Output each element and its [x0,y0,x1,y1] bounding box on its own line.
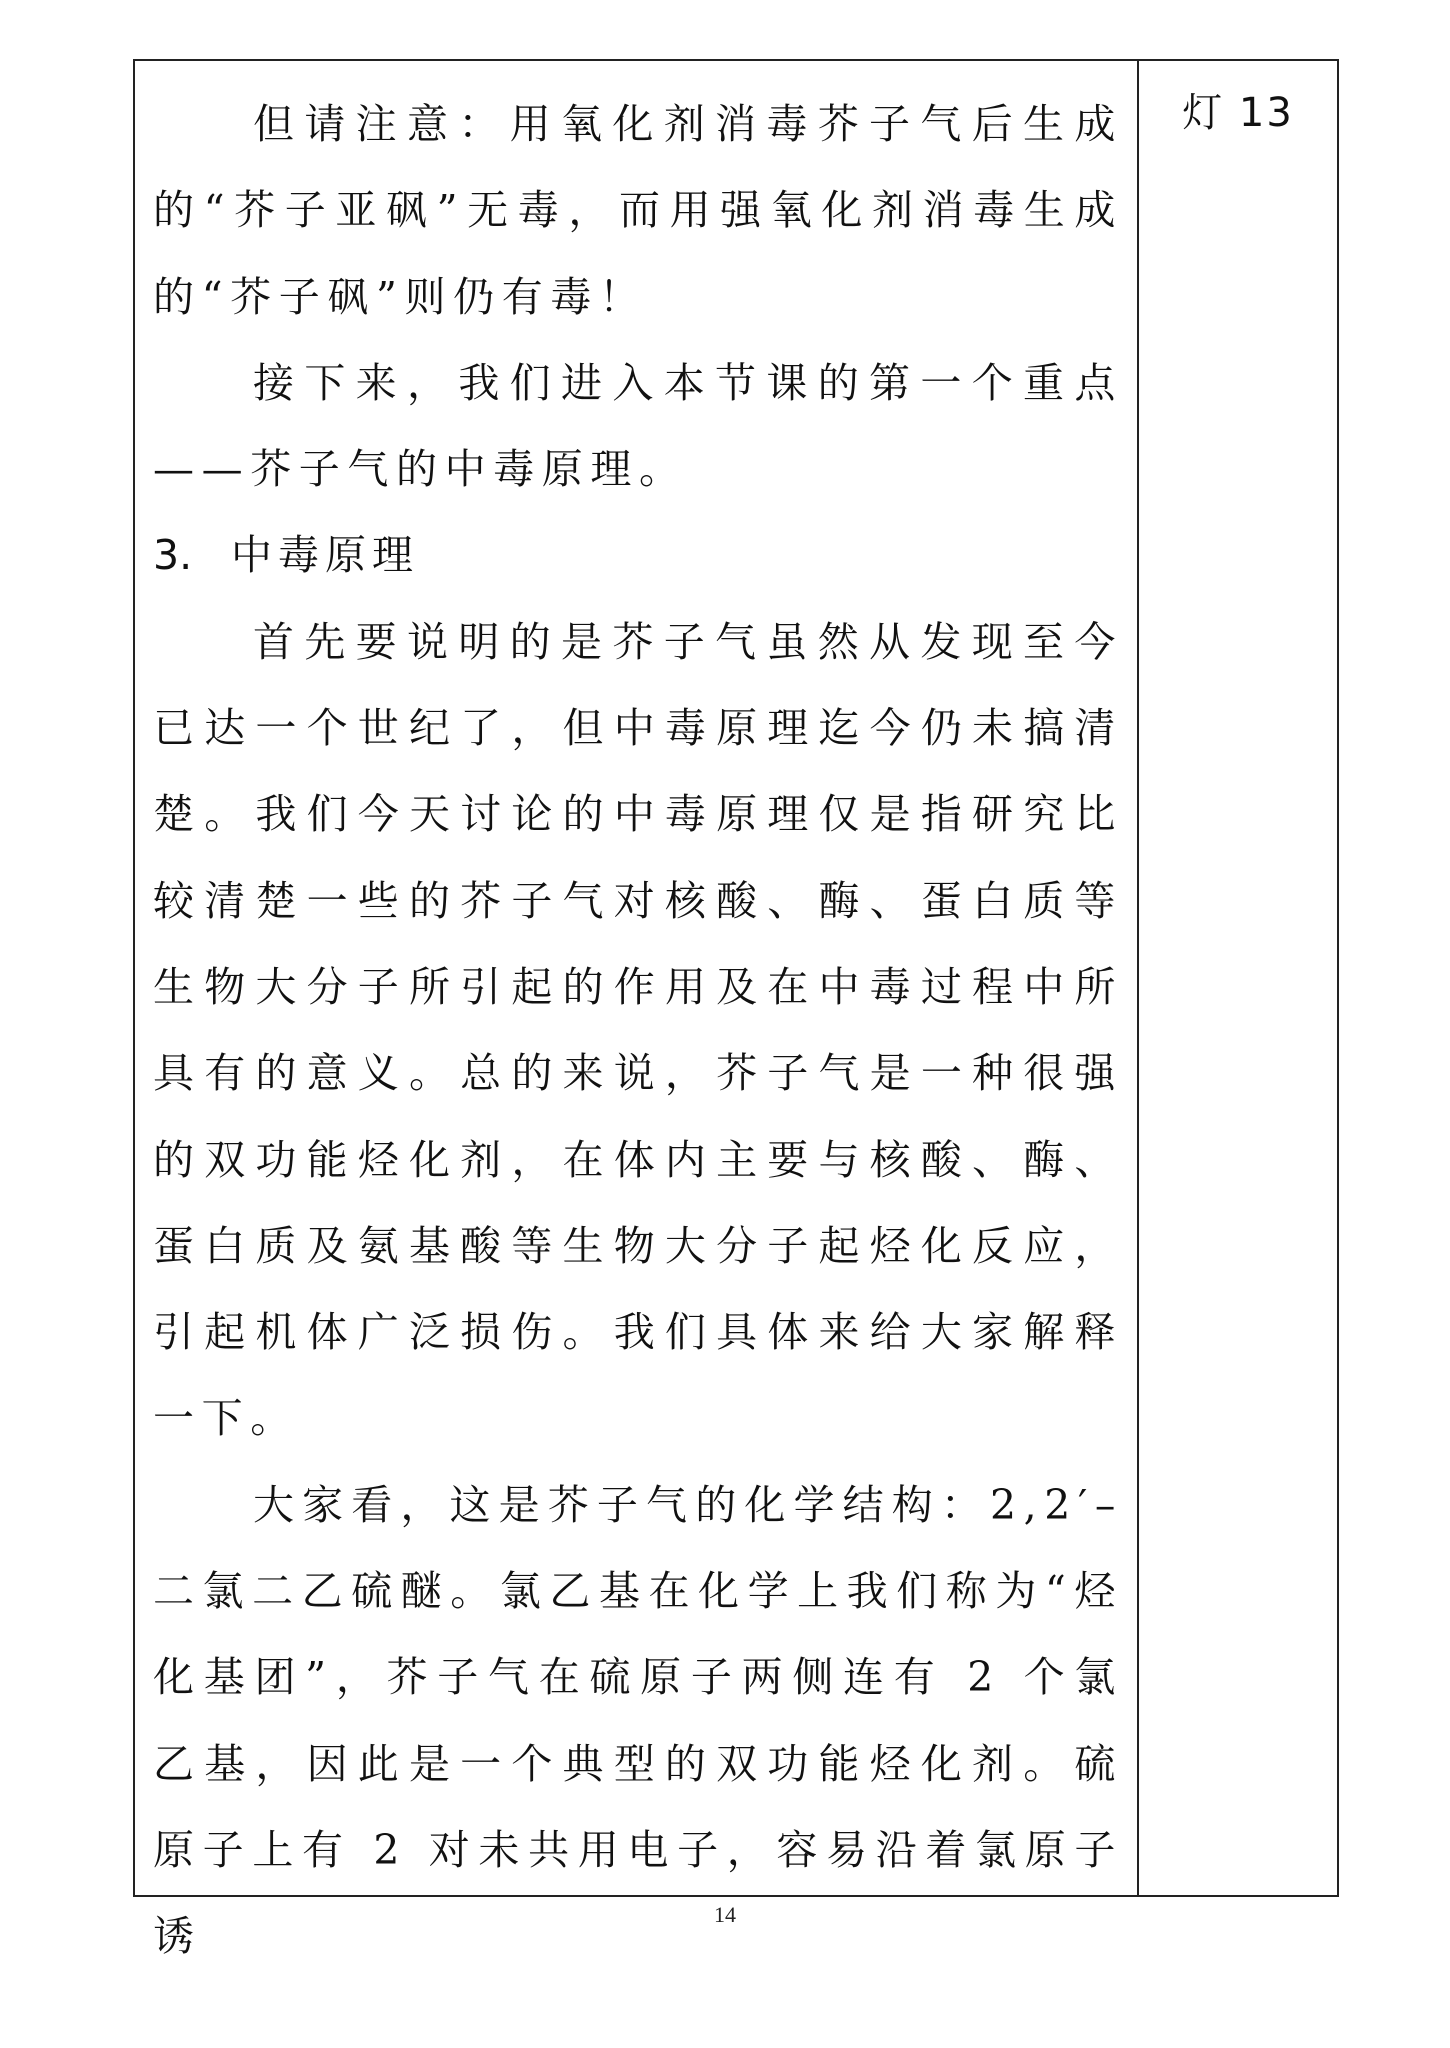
section-title: 中毒原理 [231,531,419,580]
paragraph-transition: 接下来，我们进入本节课的第一个重点——芥子气的中毒原理。 [153,358,1123,494]
paragraph-chemical-structure: 大家看，这是芥子气的化学结构：2,2′–二氯二乙硫醚。氯乙基在化学上我们称为“烃化基团”，芥子气在硫原子两侧连有 2 个氯乙基，因此是一个典型的双功能烃化剂。硫原子上有 2 对未共用电子，容易沿着氯原子诱 [153,1480,1123,1961]
paragraph-oxidant-note: 但请注意：用氧化剂消毒芥子气后生成的“芥子亚砜”无毒，而用强氧化剂消毒生成的“芥子砜”则仍有毒！ [153,100,1123,321]
section-heading [153,512,1123,598]
slide-reference: 灯 13 [1182,90,1294,136]
section-number: 3. [153,531,193,580]
page-number: 14 [714,1902,736,1927]
paragraph-poisoning-mechanism: 首先要说明的是芥子气虽然从发现至今已达一个世纪了，但中毒原理迄今仍未搞清楚。我们今天讨论的中毒原理仅是指研究比较清楚一些的芥子气对核酸、酶、蛋白质等生物大分子所引起的作用及在中毒过程中所具有的意义。总的来说，芥子气是一种很强的双功能烃化剂，在体内主要与核酸、酶、蛋白质及氨基酸等生物大分子起烃化反应，引起机体广泛损伤。我们具体来给大家解释一下。 [153,617,1123,1443]
side-note-cell [1139,61,1337,1895]
